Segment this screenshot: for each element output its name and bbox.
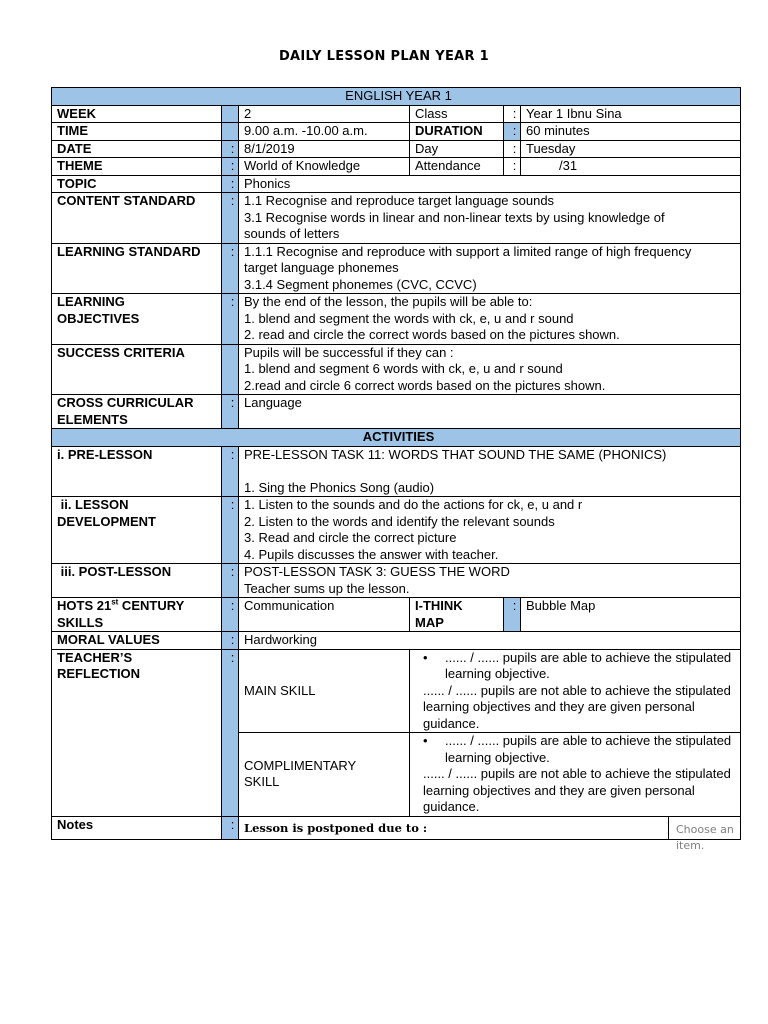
hots-label [52,598,222,632]
label-line: REFLECTION [57,666,141,681]
attendance-value: /31 [521,158,741,176]
text-line: 3.1.4 Segment phonemes (CVC, CCVC) [244,276,477,292]
reflection-text: ...... / ...... pupils are not able to achieve the stipulated learning objectives and they are given personal guidance. [423,766,731,814]
duration-label: DURATION [410,123,504,141]
text-line: 2.read and circle 6 correct words based on the pictures shown. [244,377,606,393]
reflection-text: ...... / ...... pupils are able to achieve the stipulated learning objective. [445,649,732,681]
week-row [52,105,741,123]
text-line: 3. Read and circle the correct picture [244,530,457,545]
moral-values-value: Hardworking [239,632,741,650]
colon: : [504,158,521,176]
ithink-label [410,598,504,632]
label-line: TEACHER’S [57,649,133,665]
label-text: CENTURY [118,598,185,613]
learning-standard-label: LEARNING STANDARD [52,243,222,294]
subject-header: ENGLISH YEAR 1 [52,88,741,106]
header-row [52,88,741,106]
label-line: DEVELOPMENT [57,513,156,529]
colon: : [222,140,239,158]
day-label: Day [410,140,504,158]
colon: : [222,446,239,497]
date-value: 8/1/2019 [239,140,410,158]
label-line: I-THINK [415,598,463,613]
cross-curricular-label [52,395,222,429]
moral-values-row [52,632,741,650]
text-line: POST-LESSON TASK 3: GUESS THE WORD [244,564,510,579]
colon: : [222,816,239,839]
text-line: sounds of letters [244,226,340,241]
post-lesson-value [239,564,741,598]
colon: : [222,598,239,632]
label-superscript: st [111,597,119,607]
colon: : [222,175,239,193]
text-line: 3.1 Recognise words in linear and non-linear texts by using knowledge of [244,209,665,225]
choose-item-dropdown[interactable]: Choose an item. [676,822,734,852]
reflection-label [52,649,222,816]
content-standard-label: CONTENT STANDARD [52,193,222,244]
label-line: SKILL [244,774,280,790]
label-line: OBJECTIVES [57,310,140,326]
text-line: 2. Listen to the words and identify the relevant sounds [244,513,555,529]
text-line: Pupils will be successful if they can : [244,344,454,360]
main-skill-reflection [410,649,741,733]
text-line: 1.1 Recognise and reproduce target language sounds [244,193,555,208]
cross-curricular-value: Language [239,395,741,429]
colon: : [504,140,521,158]
complimentary-skill-label [239,733,410,817]
colon: : [222,243,239,294]
learning-objectives-row [52,294,741,345]
duration-value: 60 minutes [521,123,741,141]
date-label: DATE [52,140,222,158]
topic-row [52,175,741,193]
colon: : [222,193,239,244]
reflection-row [52,649,741,733]
colon [222,105,239,123]
cross-curricular-row [52,395,741,429]
success-criteria-value [239,344,741,395]
lesson-development-value [239,497,741,564]
lesson-development-row [52,497,741,564]
colon: : [222,158,239,176]
reflection-text: ...... / ...... pupils are able to achieve the stipulated learning objective. [445,733,732,765]
moral-values-label: MORAL VALUES [52,632,222,650]
success-criteria-row [52,344,741,395]
label-line: LEARNING [57,294,125,309]
text-line: 1. blend and segment 6 words with ck, e, u and r sound [244,361,563,376]
topic-value: Phonics [239,175,741,193]
theme-label: THEME [52,158,222,176]
theme-row [52,158,741,176]
activities-header-row [52,429,741,447]
learning-standard-value [239,243,741,294]
day-value: Tuesday [521,140,741,158]
main-skill-label: MAIN SKILL [239,649,410,733]
text-line: PRE-LESSON TASK 11: WORDS THAT SOUND THE SAME (PHONICS) [244,446,667,462]
pre-lesson-row [52,446,741,497]
notes-text: Lesson is postponed due to : [244,820,428,835]
text-line: target language phonemes [244,260,399,275]
colon: : [504,598,521,632]
post-lesson-row [52,564,741,598]
label-text: HOTS 21 [57,598,112,613]
activities-header: ACTIVITIES [52,429,741,447]
colon: : [222,395,239,429]
label-line: COMPLIMENTARY [244,757,357,773]
document-title: DAILY LESSON PLAN YEAR 1 [278,49,490,64]
theme-value: World of Knowledge [239,158,410,176]
label-line: ELEMENTS [57,411,128,427]
notes-row [52,816,741,839]
divider [668,817,669,839]
bullet-icon: • [423,649,428,665]
text-line: 1. Sing the Phonics Song (audio) [244,479,435,495]
content-standard-value [239,193,741,244]
lesson-plan-table [51,87,741,852]
pre-lesson-label: i. PRE-LESSON [52,446,222,497]
learning-objectives-value [239,294,741,345]
ithink-value: Bubble Map [521,598,741,632]
reflection-bullet-line [415,650,740,683]
text-line: Teacher sums up the lesson. [244,580,410,596]
time-value: 9.00 a.m. -10.00 a.m. [239,123,410,141]
text-line: By the end of the lesson, the pupils will be able to: [244,294,533,309]
colon [222,123,239,141]
lesson-development-label [52,497,222,564]
content-standard-row [52,193,741,244]
label-line: MAP [415,614,444,630]
week-value: 2 [239,105,410,123]
hots-row [52,598,741,632]
text-line: 1. blend and segment the words with ck, e, u and r sound [244,310,574,326]
label-line [57,598,221,615]
colon: : [504,105,521,123]
reflection-text: ...... / ...... pupils are not able to achieve the stipulated learning objectives and they are given personal guidance. [423,682,731,731]
hots-value: Communication [239,598,410,632]
class-label: Class [410,105,504,123]
post-lesson-label: iii. POST-LESSON [52,564,222,598]
text-line: 1.1.1 Recognise and reproduce with support a limited range of high frequency [244,243,692,259]
pre-lesson-value [239,446,741,497]
success-criteria-label: SUCCESS CRITERIA [52,344,222,395]
time-label: TIME [52,123,222,141]
colon: : [222,632,239,650]
notes-value [239,816,741,852]
label-line: ii. LESSON [57,497,129,512]
week-label: WEEK [52,105,222,123]
notes-label: Notes [52,816,222,839]
learning-objectives-label [52,294,222,345]
label-line: SKILLS [57,614,104,630]
reflection-bullet-line [415,733,740,766]
time-row [52,123,741,141]
colon: : [504,123,521,141]
text-line: 4. Pupils discusses the answer with teacher. [244,546,499,562]
label-line: CROSS CURRICULAR [57,395,194,410]
colon: : [222,564,239,598]
complimentary-skill-reflection [410,733,741,817]
text-line: 1. Listen to the sounds and do the actions for ck, e, u and r [244,497,583,512]
colon: : [222,294,239,345]
blank-line [244,463,740,480]
colon [222,344,239,395]
topic-label: TOPIC [52,175,222,193]
colon: : [222,649,239,816]
attendance-label: Attendance [410,158,504,176]
text-line: 2. read and circle the correct words based on the pictures shown. [244,327,620,342]
date-row [52,140,741,158]
bullet-icon: • [423,733,428,748]
learning-standard-row [52,243,741,294]
colon: : [222,497,239,564]
class-value: Year 1 Ibnu Sina [521,105,741,123]
